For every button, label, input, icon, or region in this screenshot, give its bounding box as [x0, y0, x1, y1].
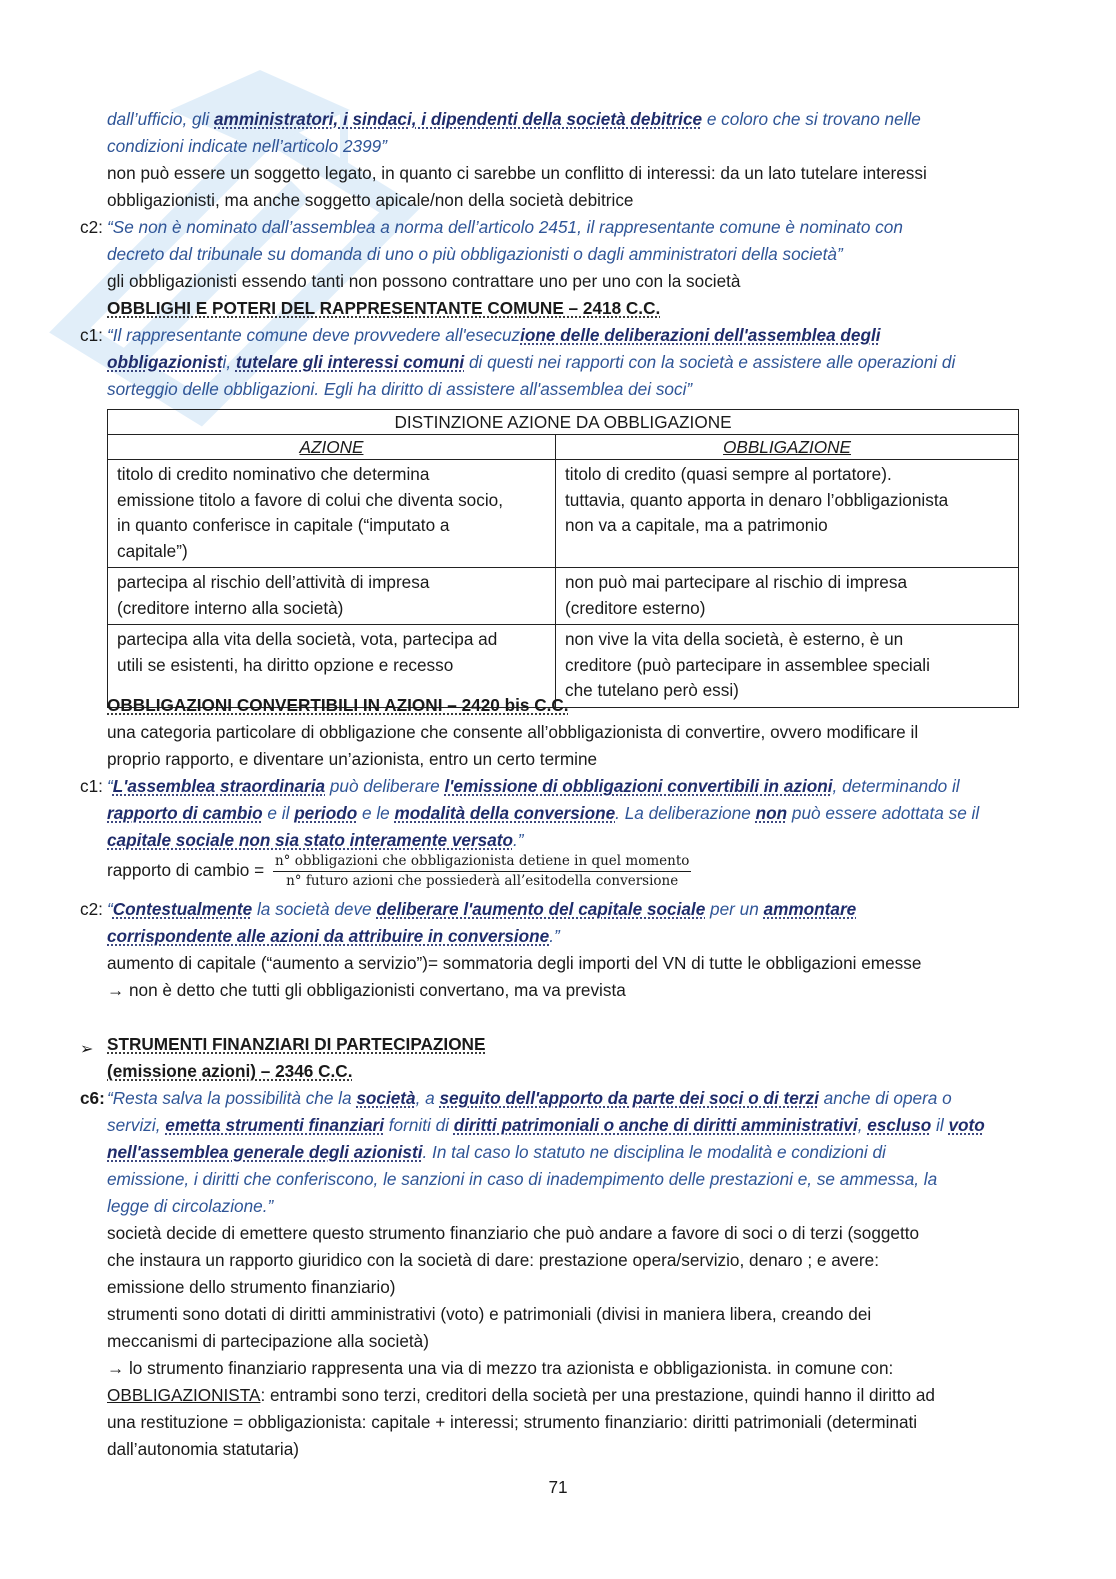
- comma-label: c2:: [80, 899, 103, 919]
- text-line: obbligazionisti, ma anche soggetto apicale/non della società debitrice: [107, 190, 634, 210]
- section-heading: STRUMENTI FINANZIARI DI PARTECIPAZIONE: [107, 1034, 486, 1054]
- quote-line: “Resta salva la possibilità che la società, a seguito dell'apporto da parte dei soci o di terzi anche di opera o: [107, 1088, 952, 1108]
- comma-label: c2:: [80, 217, 103, 237]
- quote-line: rapporto di cambio e il periodo e le modalità della conversione. La deliberazione non può essere adottata se il: [107, 803, 980, 823]
- arrow-bullet-icon: ➢: [80, 1041, 94, 1058]
- formula-line: rapporto di cambio = $\frac{\text{n° obbligazioni che obbligazionista detiene in quel momento}}{\text{n° futuro azioni che possiederà all’esitodella conversione}}$: [107, 852, 690, 889]
- comparison-table: [107, 409, 1019, 708]
- table-cell: non può mai partecipare al rischio di impresa (creditore esterno): [556, 568, 1019, 625]
- quote-line: “Se non è nominato dall’assemblea a norma dell’articolo 2451, il rappresentante comune è nominato con: [107, 217, 903, 237]
- text-line: una categoria particolare di obbligazione che consente all’obbligazionista di convertire, ovvero modificare il: [107, 722, 919, 742]
- table-row: [108, 460, 1019, 568]
- section-heading: OBBLIGHI E POTERI DEL RAPPRESENTANTE COMUNE – 2418 C.C.: [107, 298, 661, 318]
- quote-line: emissione, i diritti che conferiscono, le sanzioni in caso di inadempimento delle prestazioni e, se ammessa, la: [107, 1169, 938, 1189]
- quote-line: obbligazionisti, tutelare gli interessi comuni di questi nei rapporti con la società e assistere alle operazioni di: [107, 352, 956, 372]
- quote-line: decreto dal tribunale su domanda di uno o più obbligazionisti o dagli amministratori della società”: [107, 244, 843, 264]
- text-line: non può essere un soggetto legato, in quanto ci sarebbe un conflitto di interessi: da un lato tutelare interessi: [107, 163, 927, 183]
- section-subheading: (emissione azioni) – 2346 C.C.: [107, 1061, 353, 1081]
- text-line: dall’ufficio, gli amministratori, i sindaci, i dipendenti della società debitrice e coloro che si trovano nelle: [107, 109, 921, 129]
- table-cell: titolo di credito nominativo che determina emissione titolo a favore di colui che diventa socio, in quanto conferisce in capitale (“imputato a capitale”): [108, 460, 556, 568]
- table-cell: partecipa al rischio dell’attività di impresa (creditore interno alla società): [108, 568, 556, 625]
- comma-label: c1:: [80, 325, 103, 345]
- table-cell: partecipa alla vita della società, vota, partecipa ad utili se esistenti, ha diritto opzione e recesso: [108, 625, 556, 708]
- column-header-obbligazione: OBBLIGAZIONE: [556, 435, 1019, 460]
- text-line: proprio rapporto, e diventare un’azionista, entro un certo termine: [107, 749, 598, 769]
- text-line: emissione dello strumento finanziario): [107, 1277, 396, 1297]
- quote-line: servizi, emetta strumenti finanziari forniti di diritti patrimoniali o anche di diritti amministrativi, escluso il voto: [107, 1115, 985, 1135]
- page-number: 71: [548, 1477, 568, 1497]
- text-line: OBBLIGAZIONISTA: entrambi sono terzi, creditori della società per una prestazione, quindi hanno il diritto ad: [107, 1385, 935, 1405]
- quote-line: capitale sociale non sia stato interamente versato.”: [107, 830, 524, 850]
- text-line: aumento di capitale (“aumento a servizio”)= sommatoria degli importi del VN di tutte le obbligazioni emesse: [107, 953, 922, 973]
- comma-label: c1:: [80, 776, 103, 796]
- text-line: strumenti sono dotati di diritti amministrativi (voto) e patrimoniali (divisi in maniera libera, creando dei: [107, 1304, 872, 1324]
- exchange-ratio-fraction: $\frac{\text{n° obbligazioni che obbligazionista detiene in quel momento}}{\text{n° futuro azioni che possiederà all’esitodella conversione}}$: [274, 852, 690, 889]
- text-line: gli obbligazionisti essendo tanti non possono contrattare uno per uno con la società: [107, 271, 741, 291]
- comma-label: c6:: [80, 1088, 105, 1108]
- text-line: dall’autonomia statutaria): [107, 1439, 300, 1459]
- quote-line: corrispondente alle azioni da attribuire in conversione.”: [107, 926, 560, 946]
- quote-line: “Contestualmente la società deve deliberare l'aumento del capitale sociale per un ammontare: [107, 899, 857, 919]
- section-heading: OBBLIGAZIONI CONVERTIBILI IN AZIONI – 2420 bis C.C.: [107, 695, 569, 715]
- quote-line: nell'assemblea generale degli azionisti. In tal caso lo statuto ne disciplina le modalità e condizioni di: [107, 1142, 886, 1162]
- text-line: → non è detto che tutti gli obbligazionisti convertano, ma va prevista: [107, 980, 626, 1000]
- text-line: una restituzione = obbligazionista: capitale + interessi; strumento finanziario: diritti patrimoniali (determinati: [107, 1412, 918, 1432]
- table-cell: non vive la vita della società, è esterno, è un creditore (può partecipare in assemblee speciali che tutelano però essi): [556, 625, 1019, 708]
- quote-line: sorteggio delle obbligazioni. Egli ha diritto di assistere all'assemblea dei soci”: [107, 379, 693, 399]
- table-cell: titolo di credito (quasi sempre al portatore). tuttavia, quanto apporta in denaro l’obbligazionista non va a capitale, ma a patrimonio: [556, 460, 1019, 568]
- quote-line: “Il rappresentante comune deve provvedere all'esecuzione delle deliberazioni dell'assemblea degli: [107, 325, 881, 345]
- quote-line: “L'assemblea straordinaria può deliberare l'emissione di obbligazioni convertibili in azioni, determinando il: [107, 776, 960, 796]
- quote-line: legge di circolazione.”: [107, 1196, 274, 1216]
- column-header-azione: AZIONE: [108, 435, 556, 460]
- table-title: DISTINZIONE AZIONE DA OBBLIGAZIONE: [108, 410, 1019, 435]
- text-line: società decide di emettere questo strumento finanziario che può andare a favore di soci o di terzi (soggetto: [107, 1223, 920, 1243]
- table-row: [108, 568, 1019, 625]
- text-line: condizioni indicate nell’articolo 2399”: [107, 136, 387, 156]
- text-line: meccanismi di partecipazione alla società): [107, 1331, 429, 1351]
- text-line: che instaura un rapporto giuridico con la società di dare: prestazione opera/servizio, denaro ; e avere:: [107, 1250, 879, 1270]
- text-line: → lo strumento finanziario rappresenta una via di mezzo tra azionista e obbligazionista. in comune con:: [107, 1358, 894, 1378]
